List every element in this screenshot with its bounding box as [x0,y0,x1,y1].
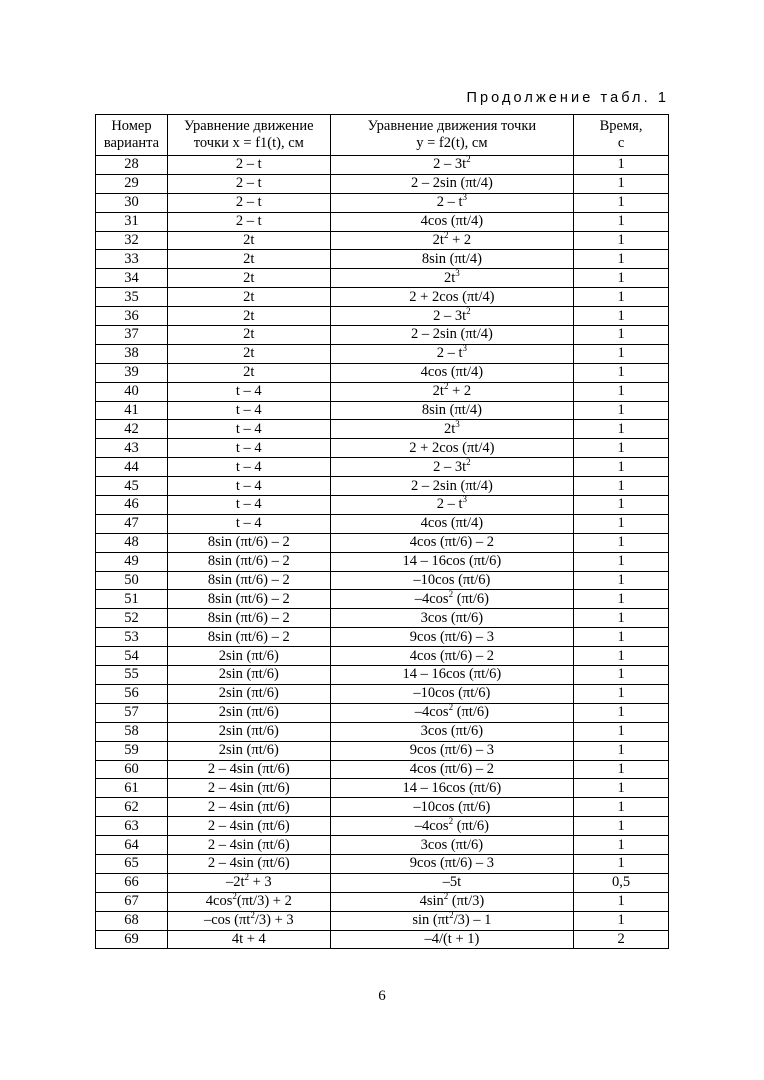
time-value: 1 [574,156,669,175]
table-row [96,854,669,873]
y-equation: –10cos (πt/6) [330,571,573,590]
time-value: 1 [574,590,669,609]
x-equation: 8sin (πt/6) – 2 [167,533,330,552]
table-row [96,212,669,231]
y-equation: $2 - 3t^2$ [330,307,573,326]
table-row [96,703,669,722]
y-equation: $2t^2 + 2$ [330,382,573,401]
x-equation: 2 – t [167,212,330,231]
x-equation: 2sin (πt/6) [167,703,330,722]
table-row [96,344,669,363]
table-row [96,930,669,949]
variant-number: 52 [96,609,168,628]
table-row [96,684,669,703]
time-value: 2 [574,930,669,949]
table-row [96,193,669,212]
time-value: 1 [574,250,669,269]
y-equation: 2 – 2sin (πt/4) [330,477,573,496]
y-equation: $\sin (\pi t^2/3) - 1$ [330,911,573,930]
y-equation: 9cos (πt/6) – 3 [330,741,573,760]
y-equation: $-4\cos^2$ (πt/6) [330,817,573,836]
y-equation: 4cos (πt/4) [330,363,573,382]
x-equation: t – 4 [167,439,330,458]
y-equation: 2 + 2cos (πt/4) [330,288,573,307]
x-equation: 2sin (πt/6) [167,666,330,685]
time-value: 1 [574,741,669,760]
x-equation: 2 – 4sin (πt/6) [167,817,330,836]
y-equation: –10cos (πt/6) [330,684,573,703]
variant-number: 69 [96,930,168,949]
variant-number: 44 [96,458,168,477]
y-equation: $4\sin^2$ (πt/3) [330,892,573,911]
y-equation: $2t^2 + 2$ [330,231,573,250]
variant-number: 31 [96,212,168,231]
variant-number: 30 [96,193,168,212]
table-body [96,156,669,949]
table-row [96,514,669,533]
y-equation: 4cos (πt/4) [330,514,573,533]
table-row [96,382,669,401]
table-row [96,836,669,855]
time-value: 1 [574,779,669,798]
table-row [96,288,669,307]
variant-number: 34 [96,269,168,288]
table-row [96,590,669,609]
x-equation: 2sin (πt/6) [167,722,330,741]
table-row [96,496,669,515]
y-equation: $2 - 3t^2$ [330,458,573,477]
y-equation: $-4\cos^2$ (πt/6) [330,703,573,722]
variant-number: 57 [96,703,168,722]
variant-number: 63 [96,817,168,836]
time-value: 1 [574,760,669,779]
table-row [96,401,669,420]
x-equation: 2t [167,269,330,288]
variant-number: 61 [96,779,168,798]
x-equation: t – 4 [167,401,330,420]
x-equation: 2 – t [167,156,330,175]
table-row [96,439,669,458]
x-equation: 8sin (πt/6) – 2 [167,590,330,609]
table-row [96,533,669,552]
x-equation: 2sin (πt/6) [167,647,330,666]
time-value: 1 [574,382,669,401]
time-value: 1 [574,193,669,212]
y-equation: –5t [330,873,573,892]
table-row [96,911,669,930]
table-row [96,326,669,345]
table-row [96,647,669,666]
y-equation: 4cos (πt/6) – 2 [330,760,573,779]
variant-number: 43 [96,439,168,458]
y-equation: 14 – 16cos (πt/6) [330,779,573,798]
header-y-equation: Уравнение движения точки y = f2(t), см [330,115,573,156]
y-equation: 9cos (πt/6) – 3 [330,628,573,647]
x-equation: 2sin (πt/6) [167,741,330,760]
variant-number: 28 [96,156,168,175]
x-equation: $4\cos^2(\pi t/3) + 2$ [167,892,330,911]
variant-number: 49 [96,552,168,571]
variant-number: 48 [96,533,168,552]
table-row [96,552,669,571]
table-row [96,817,669,836]
time-value: 1 [574,514,669,533]
y-equation: 2 – 2sin (πt/4) [330,326,573,345]
variant-number: 38 [96,344,168,363]
x-equation: 2 – 4sin (πt/6) [167,760,330,779]
x-equation: 2 – t [167,193,330,212]
time-value: 1 [574,458,669,477]
table-row [96,609,669,628]
y-equation: 14 – 16cos (πt/6) [330,552,573,571]
variant-number: 33 [96,250,168,269]
y-equation: $2 - 3t^2$ [330,156,573,175]
time-value: 1 [574,703,669,722]
x-equation: $-2t^2 + 3$ [167,873,330,892]
x-equation: 2t [167,250,330,269]
table-row [96,363,669,382]
variant-number: 47 [96,514,168,533]
y-equation: 14 – 16cos (πt/6) [330,666,573,685]
x-equation: 8sin (πt/6) – 2 [167,571,330,590]
variant-number: 66 [96,873,168,892]
x-equation: 2sin (πt/6) [167,684,330,703]
variant-number: 42 [96,420,168,439]
y-equation: 3cos (πt/6) [330,836,573,855]
table-caption: Продолжение табл. 1 [466,90,669,106]
time-value: 1 [574,344,669,363]
table-row [96,458,669,477]
variant-number: 54 [96,647,168,666]
table-row [96,231,669,250]
y-equation: $2t^3$ [330,420,573,439]
time-value: 1 [574,420,669,439]
time-value: 1 [574,231,669,250]
variant-number: 51 [96,590,168,609]
table-row [96,741,669,760]
variant-number: 35 [96,288,168,307]
table-row [96,760,669,779]
variant-number: 68 [96,911,168,930]
x-equation: 2t [167,326,330,345]
variant-number: 65 [96,854,168,873]
x-equation: 8sin (πt/6) – 2 [167,609,330,628]
table-row [96,269,669,288]
x-equation: 2t [167,288,330,307]
time-value: 1 [574,307,669,326]
time-value: 1 [574,496,669,515]
time-value: 1 [574,212,669,231]
table-row [96,571,669,590]
time-value: 1 [574,401,669,420]
table-row [96,307,669,326]
y-equation: 8sin (πt/4) [330,250,573,269]
y-equation: $2t^3$ [330,269,573,288]
variant-number: 37 [96,326,168,345]
header-variant-number: Номер варианта [96,115,168,156]
x-equation: 2t [167,363,330,382]
table-row [96,420,669,439]
header-x-equation: Уравнение движение точки x = f1(t), см [167,115,330,156]
time-value: 1 [574,609,669,628]
y-equation: 4cos (πt/6) – 2 [330,647,573,666]
variant-number: 40 [96,382,168,401]
y-equation: –4/(t + 1) [330,930,573,949]
time-value: 1 [574,854,669,873]
x-equation: t – 4 [167,382,330,401]
time-value: 1 [574,836,669,855]
variant-number: 62 [96,798,168,817]
header-time: Время, c [574,115,669,156]
table-row [96,873,669,892]
table-row [96,477,669,496]
page-number: 6 [378,988,386,1004]
time-value: 1 [574,571,669,590]
y-equation: 4cos (πt/6) – 2 [330,533,573,552]
time-value: 1 [574,533,669,552]
variant-number: 55 [96,666,168,685]
variant-number: 67 [96,892,168,911]
table-row [96,798,669,817]
x-equation: t – 4 [167,514,330,533]
x-equation: 8sin (πt/6) – 2 [167,552,330,571]
time-value: 1 [574,666,669,685]
variant-number: 36 [96,307,168,326]
table-row [96,156,669,175]
variant-number: 46 [96,496,168,515]
time-value: 1 [574,439,669,458]
y-equation: $2 - t^3$ [330,344,573,363]
variant-number: 50 [96,571,168,590]
y-equation: $2 - t^3$ [330,496,573,515]
time-value: 1 [574,798,669,817]
x-equation: 2 – 4sin (πt/6) [167,798,330,817]
time-value: 1 [574,628,669,647]
time-value: 1 [574,174,669,193]
variant-number: 45 [96,477,168,496]
x-equation: 8sin (πt/6) – 2 [167,628,330,647]
y-equation: 3cos (πt/6) [330,609,573,628]
x-equation: 4t + 4 [167,930,330,949]
x-equation: t – 4 [167,496,330,515]
y-equation: 9cos (πt/6) – 3 [330,854,573,873]
variant-number: 56 [96,684,168,703]
time-value: 1 [574,269,669,288]
y-equation: 8sin (πt/4) [330,401,573,420]
x-equation: t – 4 [167,477,330,496]
table-row [96,628,669,647]
table-row [96,892,669,911]
x-equation: 2t [167,344,330,363]
table-row [96,250,669,269]
time-value: 1 [574,647,669,666]
x-equation: –cos $(\pi t^2/3) + 3$ [167,911,330,930]
x-equation: 2 – t [167,174,330,193]
table-row [96,174,669,193]
variant-number: 29 [96,174,168,193]
variant-number: 53 [96,628,168,647]
time-value: 1 [574,363,669,382]
x-equation: 2t [167,231,330,250]
y-equation: $-4\cos^2$ (πt/6) [330,590,573,609]
time-value: 1 [574,684,669,703]
y-equation: 4cos (πt/4) [330,212,573,231]
table-row [96,722,669,741]
time-value: 1 [574,552,669,571]
variant-number: 59 [96,741,168,760]
time-value: 1 [574,722,669,741]
y-equation: $2 - t^3$ [330,193,573,212]
x-equation: t – 4 [167,420,330,439]
time-value: 1 [574,911,669,930]
variant-number: 60 [96,760,168,779]
time-value: 0,5 [574,873,669,892]
x-equation: 2 – 4sin (πt/6) [167,779,330,798]
table-header-row [96,115,669,156]
y-equation: 2 – 2sin (πt/4) [330,174,573,193]
variant-number: 32 [96,231,168,250]
time-value: 1 [574,892,669,911]
y-equation: 2 + 2cos (πt/4) [330,439,573,458]
table-row [96,666,669,685]
x-equation: 2 – 4sin (πt/6) [167,836,330,855]
time-value: 1 [574,817,669,836]
variant-number: 64 [96,836,168,855]
x-equation: 2 – 4sin (πt/6) [167,854,330,873]
x-equation: t – 4 [167,458,330,477]
x-equation: 2t [167,307,330,326]
time-value: 1 [574,288,669,307]
y-equation: –10cos (πt/6) [330,798,573,817]
table-row [96,779,669,798]
variant-number: 41 [96,401,168,420]
variant-number: 39 [96,363,168,382]
time-value: 1 [574,477,669,496]
y-equation: 3cos (πt/6) [330,722,573,741]
variants-table [95,114,669,949]
variant-number: 58 [96,722,168,741]
time-value: 1 [574,326,669,345]
